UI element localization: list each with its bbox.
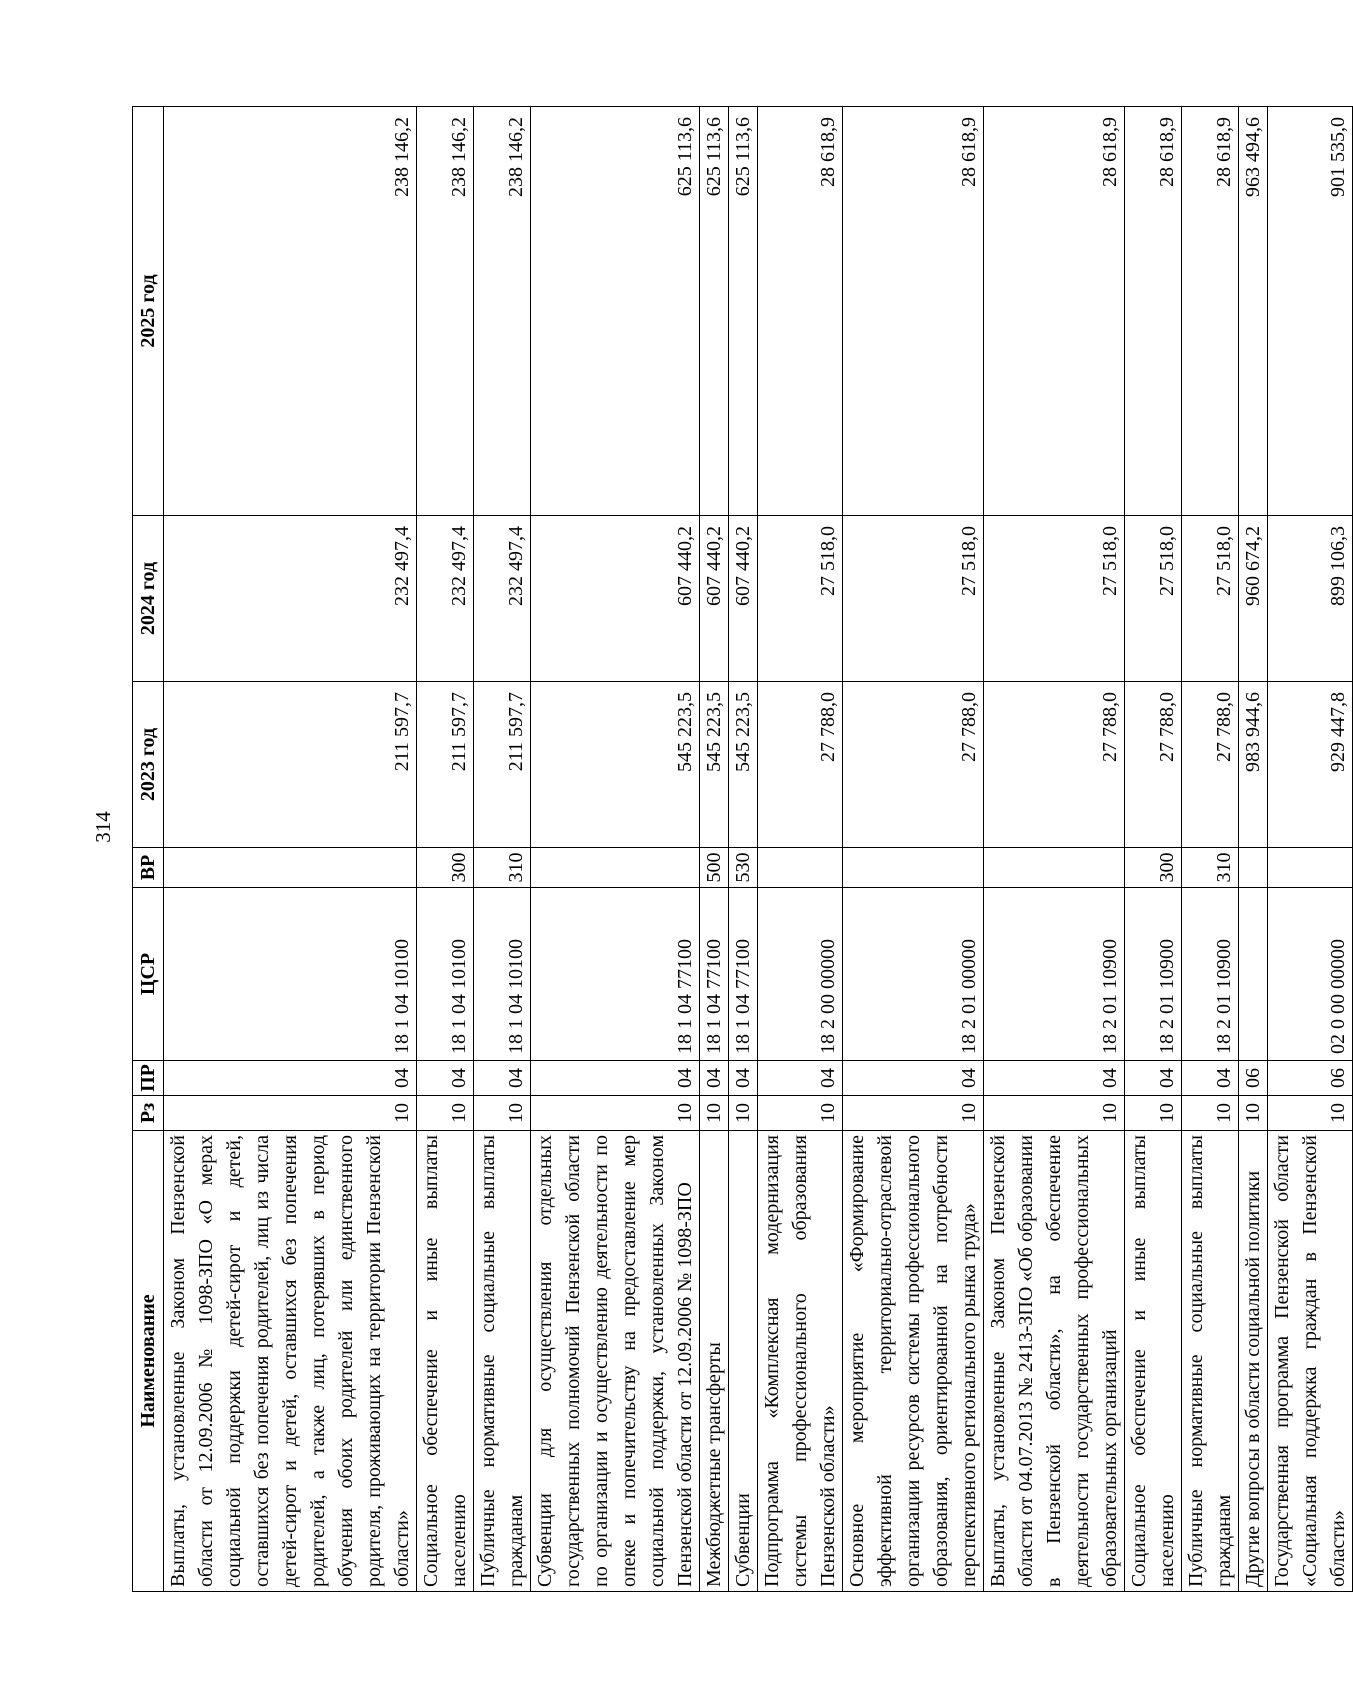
cell-name: Выплаты, установленные Законом Пензенской области от 12.09.2006 № 1098-ЗПО «О мерах социальной поддержки детей-сирот и детей, оставшихся без попечения родителей, лиц из числа детей-сирот и детей, оставшихся без попечения родителей, а также лиц, потерявших в период обучения обоих родителей или единственного родителя, проживающих на территории Пензенской области»: [164, 1131, 417, 1592]
table-row: [758, 107, 843, 1592]
header-csr: ЦСР: [133, 888, 164, 1061]
cell-2025: 238 146,2: [164, 107, 417, 516]
cell-rz: 10: [1182, 1096, 1239, 1131]
cell-2024: 27 518,0: [1182, 516, 1239, 682]
cell-rz: 10: [1239, 1096, 1268, 1131]
cell-pr: 06: [1268, 1061, 1353, 1096]
cell-rz: 10: [700, 1096, 729, 1131]
cell-2025: 28 618,9: [984, 107, 1125, 516]
cell-csr: 18 1 04 10100: [164, 888, 417, 1061]
cell-vr: 530: [729, 848, 758, 888]
table-row: [1268, 107, 1353, 1592]
table-row: [729, 107, 758, 1592]
cell-vr: 300: [1125, 848, 1182, 888]
cell-name: Публичные нормативные социальные выплаты гражданам: [474, 1131, 531, 1592]
header-rz: Рз: [133, 1096, 164, 1131]
cell-csr: 18 2 00 00000: [758, 888, 843, 1061]
cell-2025: 625 113,6: [729, 107, 758, 516]
cell-2023: 545 223,5: [531, 682, 700, 848]
cell-name: Подпрограмма «Комплексная модернизация системы профессионального образования Пензенской области»: [758, 1131, 843, 1592]
cell-2023: 27 788,0: [758, 682, 843, 848]
table-row: [531, 107, 700, 1592]
cell-rz: 10: [1268, 1096, 1353, 1131]
cell-rz: 10: [417, 1096, 474, 1131]
table-row: [1239, 107, 1268, 1592]
cell-2024: 607 440,2: [729, 516, 758, 682]
cell-csr: 18 1 04 10100: [417, 888, 474, 1061]
cell-pr: 04: [843, 1061, 984, 1096]
cell-vr: 310: [1182, 848, 1239, 888]
cell-2025: 28 618,9: [758, 107, 843, 516]
cell-2023: 211 597,7: [164, 682, 417, 848]
cell-vr: 300: [417, 848, 474, 888]
cell-pr: 04: [700, 1061, 729, 1096]
cell-pr: 04: [474, 1061, 531, 1096]
cell-csr: 18 2 01 10900: [1182, 888, 1239, 1061]
cell-2023: 211 597,7: [417, 682, 474, 848]
cell-2024: 27 518,0: [758, 516, 843, 682]
header-pr: ПР: [133, 1061, 164, 1096]
cell-pr: 04: [417, 1061, 474, 1096]
cell-2024: 607 440,2: [531, 516, 700, 682]
cell-name: Публичные нормативные социальные выплаты гражданам: [1182, 1131, 1239, 1592]
cell-2023: 27 788,0: [1182, 682, 1239, 848]
cell-vr: [531, 848, 700, 888]
cell-2023: 211 597,7: [474, 682, 531, 848]
cell-rz: 10: [984, 1096, 1125, 1131]
cell-csr: 18 1 04 10100: [474, 888, 531, 1061]
cell-2024: 232 497,4: [474, 516, 531, 682]
cell-2025: 238 146,2: [417, 107, 474, 516]
table-row: [984, 107, 1125, 1592]
cell-vr: [164, 848, 417, 888]
cell-2023: 983 944,6: [1239, 682, 1268, 848]
cell-csr: 18 1 04 77100: [729, 888, 758, 1061]
cell-2025: 28 618,9: [1125, 107, 1182, 516]
cell-2025: 28 618,9: [843, 107, 984, 516]
cell-name: Государственная программа Пензенской области «Социальная поддержка граждан в Пензенской области»: [1268, 1131, 1353, 1592]
cell-2024: 27 518,0: [1125, 516, 1182, 682]
cell-rz: 10: [531, 1096, 700, 1131]
cell-2024: 899 106,3: [1268, 516, 1353, 682]
table-row: [474, 107, 531, 1592]
table-row: [164, 107, 417, 1592]
rotated-page-content: [132, 107, 1349, 1592]
cell-csr: 18 2 01 10900: [984, 888, 1125, 1061]
cell-2025: 963 494,6: [1239, 107, 1268, 516]
header-2025: 2025 год: [133, 107, 164, 516]
cell-2024: 232 497,4: [164, 516, 417, 682]
cell-rz: 10: [474, 1096, 531, 1131]
cell-csr: 18 1 04 77100: [700, 888, 729, 1061]
cell-2025: 28 618,9: [1182, 107, 1239, 516]
cell-name: Социальное обеспечение и иные выплаты населению: [1125, 1131, 1182, 1592]
table-row: [843, 107, 984, 1592]
cell-pr: 04: [758, 1061, 843, 1096]
cell-rz: 10: [164, 1096, 417, 1131]
cell-csr: [1239, 888, 1268, 1061]
cell-pr: 04: [1182, 1061, 1239, 1096]
page-number: 314: [91, 811, 115, 843]
cell-pr: 04: [1125, 1061, 1182, 1096]
header-vr: ВР: [133, 848, 164, 888]
cell-2025: 238 146,2: [474, 107, 531, 516]
cell-pr: 06: [1239, 1061, 1268, 1096]
cell-csr: 18 2 01 00000: [843, 888, 984, 1061]
cell-2023: 545 223,5: [700, 682, 729, 848]
cell-name: Основное мероприятие «Формирование эффективной территориально-отраслевой организации ресурсов системы профессионального образования, ориентированной на потребности перспективного регионального рынка труда»: [843, 1131, 984, 1592]
cell-2024: 960 674,2: [1239, 516, 1268, 682]
cell-name: Выплаты, установленные Законом Пензенской области от 04.07.2013 № 2413-ЗПО «Об образовании в Пензенской области», на обеспечение деятельности государственных профессиональных образовательных организаций: [984, 1131, 1125, 1592]
cell-2024: 232 497,4: [417, 516, 474, 682]
cell-vr: [1268, 848, 1353, 888]
cell-name: Социальное обеспечение и иные выплаты населению: [417, 1131, 474, 1592]
cell-pr: 04: [531, 1061, 700, 1096]
cell-csr: 18 2 01 10900: [1125, 888, 1182, 1061]
cell-rz: 10: [729, 1096, 758, 1131]
budget-table: [132, 106, 1353, 1592]
cell-csr: 18 1 04 77100: [531, 888, 700, 1061]
cell-2025: 625 113,6: [531, 107, 700, 516]
cell-vr: [843, 848, 984, 888]
cell-vr: [984, 848, 1125, 888]
cell-2023: 545 223,5: [729, 682, 758, 848]
cell-rz: 10: [843, 1096, 984, 1131]
cell-name: Субвенции для осуществления отдельных государственных полномочий Пензенской области по организации и осуществлению деятельности по опеке и попечительству на предоставление мер социальной поддержки, установленных Законом Пензенской области от 12.09.2006 № 1098-ЗПО: [531, 1131, 700, 1592]
cell-2024: 607 440,2: [700, 516, 729, 682]
table-row: [1125, 107, 1182, 1592]
cell-name: Субвенции: [729, 1131, 758, 1592]
cell-2023: 27 788,0: [843, 682, 984, 848]
cell-name: Межбюджетные трансферты: [700, 1131, 729, 1592]
cell-name: Другие вопросы в области социальной политики: [1239, 1131, 1268, 1592]
cell-2023: 27 788,0: [1125, 682, 1182, 848]
cell-pr: 04: [729, 1061, 758, 1096]
header-2023: 2023 год: [133, 682, 164, 848]
header-name: Наименование: [133, 1131, 164, 1592]
cell-pr: 04: [984, 1061, 1125, 1096]
cell-csr: 02 0 00 00000: [1268, 888, 1353, 1061]
cell-2023: 929 447,8: [1268, 682, 1353, 848]
header-2024: 2024 год: [133, 516, 164, 682]
cell-2023: 27 788,0: [984, 682, 1125, 848]
cell-vr: 500: [700, 848, 729, 888]
cell-2024: 27 518,0: [984, 516, 1125, 682]
cell-pr: 04: [164, 1061, 417, 1096]
cell-vr: [1239, 848, 1268, 888]
table-row: [1182, 107, 1239, 1592]
cell-2025: 625 113,6: [700, 107, 729, 516]
cell-rz: 10: [1125, 1096, 1182, 1131]
table-row: [700, 107, 729, 1592]
cell-rz: 10: [758, 1096, 843, 1131]
cell-vr: [758, 848, 843, 888]
table-header-row: [133, 107, 164, 1592]
cell-2024: 27 518,0: [843, 516, 984, 682]
cell-vr: 310: [474, 848, 531, 888]
cell-2025: 901 535,0: [1268, 107, 1353, 516]
table-row: [417, 107, 474, 1592]
